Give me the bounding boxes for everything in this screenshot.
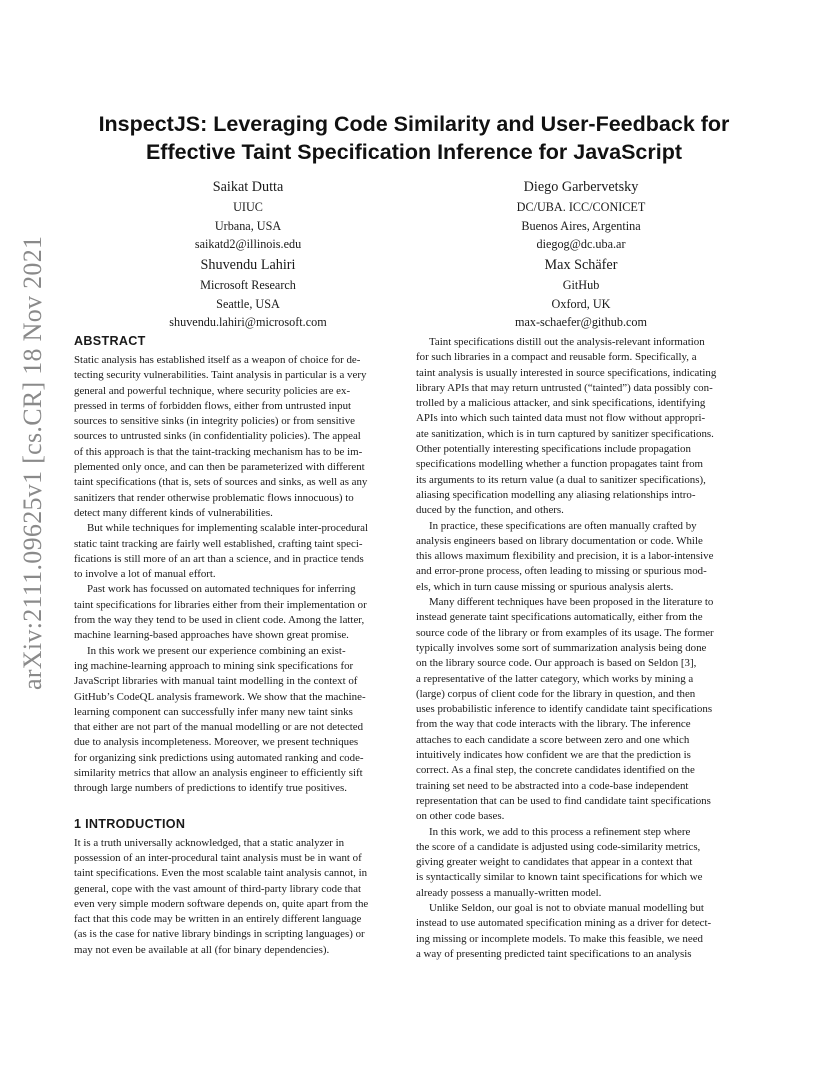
body-paragraph [416, 901, 755, 962]
author-email: shuvendu.lahiri@microsoft.com [169, 315, 327, 329]
text-line: similarity metrics that allow an analysis engineer to efficiently sift [74, 767, 363, 780]
abstract-paragraph [74, 644, 413, 797]
text-line: source code of the library or from examples of its usage. The former [416, 626, 714, 639]
author-email: max-schaefer@github.com [514, 315, 648, 329]
text-line: from the way they tend to be used in client code. Among the latter, [74, 614, 365, 627]
text-line: intuitively indicates how confident we are that the prediction is [416, 749, 691, 762]
text-line: general, cope with the vast amount of third-party library code that [74, 882, 361, 895]
body-paragraph [74, 836, 413, 958]
text-line: specifications modelling whether a function propagates taint from [416, 458, 704, 471]
author-email: saikatd2@illinois.edu [194, 237, 302, 251]
author-affiliation: DC/UBA. ICC/CONICET [516, 200, 646, 214]
text-line: its arguments to its return value (a dual to sanitizer specifications), [416, 473, 706, 486]
text-line: for organizing sink predictions using automated ranking and code- [74, 751, 364, 764]
text-line: to involve a lot of manual effort. [74, 568, 216, 581]
text-line: duced by the function, and others. [416, 504, 564, 517]
text-line: machine learning-based approaches have shown great promise. [74, 629, 349, 642]
text-line: general and powerful technique, where security policies are ex- [74, 384, 351, 397]
text-line: In this work we present our experience combining an exist- [87, 644, 346, 657]
body-paragraph [416, 825, 755, 901]
text-line: even very simple modern software depends on, quite apart from the [74, 897, 369, 910]
author-name: Shuvendu Lahiri [200, 257, 296, 273]
text-line: els, which in turn cause missing or spurious analysis alerts. [416, 580, 674, 593]
arxiv-id: arXiv:2111.09625v1 [cs.CR] 18 Nov 2021 [18, 235, 47, 690]
text-line: may not even be available at all (for binary dependencies). [74, 943, 330, 956]
text-line: through large numbers of predictions to identify true positives. [74, 782, 347, 795]
text-line: (large) corpus of client code for the library in question, and then [416, 687, 696, 700]
left-column [74, 334, 413, 958]
text-line: But while techniques for implementing scalable inter-procedural [87, 522, 369, 535]
text-line: Static analysis has established itself as a weapon of choice for de- [74, 354, 361, 366]
text-line: aliasing specification modelling any aliasing relationships intro- [416, 488, 696, 501]
text-line: Unlike Seldon, our goal is not to obviate manual modelling but [429, 901, 704, 914]
text-line: giving greater weight to candidates that appear in a context that [416, 856, 693, 869]
text-line: sanitizers that render otherwise problematic flows innocuous) to [74, 491, 354, 504]
text-line: (as is the case for native library bindings in scripting languages) or [74, 928, 365, 941]
text-line: Taint specifications distill out the analysis-relevant information [429, 336, 705, 348]
text-line: analysis engineers based on library documentation or code. While [416, 534, 703, 547]
text-line: the score of a candidate is adjusted using code-similarity metrics, [416, 840, 701, 853]
abstract-heading: ABSTRACT [74, 334, 146, 348]
text-line: instead to use automated specification mining as a driver for detect- [416, 917, 712, 930]
text-line: fications is still more of an art than a science, and in practice tends [74, 552, 364, 565]
text-line: already possess a manually-written model. [416, 886, 602, 899]
author-affiliation: Microsoft Research [200, 278, 296, 292]
text-line: a way of presenting predicted taint specifications to an analysis [416, 947, 692, 960]
text-line: uses probabilistic inference to identify candidate taint specifications [416, 703, 713, 716]
text-line: taint specifications for libraries either from their implementation or [74, 598, 367, 611]
text-line: representation that can be used to find candidate taint specifications [416, 794, 711, 807]
text-line: ing missing or incomplete models. To make this feasible, we need [416, 932, 703, 945]
title-line-2: Effective Taint Specification Inference for JavaScript [145, 140, 683, 164]
title-line-1: InspectJS: Leveraging Code Similarity and User-Feedback for [98, 112, 730, 136]
text-line: It is a truth universally acknowledged, that a static analyzer in [74, 836, 345, 849]
author-location: Urbana, USA [214, 218, 282, 233]
text-line: sources to untrusted sinks (in confidentiality policies). The appeal [74, 430, 361, 443]
text-line: static taint tracking are fairly well established, crafting taint speci- [74, 537, 363, 550]
author-name: Max Schäfer [544, 257, 618, 273]
author-block [421, 254, 741, 332]
text-line: of this approach is that the taint-tracking mechanism has to be im- [74, 445, 363, 458]
abstract-paragraph [74, 353, 413, 521]
text-line: In practice, these specifications are often manually crafted by [429, 519, 697, 532]
text-line: GitHub’s CodeQL analysis framework. We show that the machine- [74, 690, 366, 703]
text-line: taint specifications. Even the most scalable taint analysis cannot, in [74, 867, 368, 880]
paper-title [74, 110, 754, 166]
text-line: tecting security vulnerabilities. Taint analysis in particular is a very [74, 369, 367, 382]
body-paragraph [416, 335, 755, 519]
text-line: In this work, we add to this process a refinement step where [429, 825, 691, 838]
text-line: that either are not part of the manual modelling or are not detected [74, 721, 364, 734]
text-line: possession of an inter-procedural taint analysis must be in want of [74, 851, 362, 864]
text-line: library APIs that may return untrusted (“tainted”) data possibly con- [416, 381, 713, 394]
author-email: diegog@dc.uba.ar [536, 237, 626, 251]
author-location: Seattle, USA [216, 296, 280, 311]
text-line: Past work has focussed on automated techniques for inferring [87, 583, 356, 596]
text-line: pressed in terms of forbidden flows, either from untrusted input [74, 399, 352, 412]
author-name: Saikat Dutta [212, 179, 284, 195]
text-line: correct. As a final step, the concrete candidates identified on the [416, 764, 695, 777]
abstract-paragraph [74, 582, 413, 643]
author-affiliation: GitHub [562, 278, 600, 292]
text-line: trolled by a malicious attacker, and sink specifications, identifying [416, 397, 706, 410]
right-column [416, 335, 755, 962]
author-name: Diego Garbervetsky [523, 179, 639, 195]
text-line: a representative of the latter category, which works by mining a [416, 672, 694, 685]
text-line: taint specifications (that is, sets of sources and sinks, as well as any [74, 476, 368, 489]
text-line: attaches to each candidate a score between zero and one which [416, 733, 690, 746]
text-line: plemented only once, and can then be parameterized with different [74, 461, 365, 474]
text-line: learning component can successfully infer many new taint sinks [74, 705, 353, 718]
author-location: Buenos Aires, Argentina [521, 218, 641, 233]
text-line: on other code bases. [416, 810, 505, 823]
body-paragraph [416, 595, 755, 824]
text-line: training set need to be abstracted into a code-base independent [416, 779, 689, 792]
text-line: due to analysis incompleteness. Moreover, we present techniques [74, 736, 359, 749]
text-line: sources to sensitive sinks (in integrity policies) or from sensitive [74, 415, 355, 428]
text-line: ate sanitization, which is in turn captured by sanitizer specifications. [416, 427, 714, 440]
author-block [88, 176, 408, 254]
author-location: Oxford, UK [551, 296, 611, 311]
text-line: detect many different kinds of vulnerabilities. [74, 506, 273, 519]
text-line: Many different techniques have been proposed in the literature to [429, 596, 714, 609]
text-line: JavaScript libraries with manual taint modelling in the context of [74, 675, 358, 688]
text-line: instead generate taint specifications automatically, either from the [416, 611, 703, 624]
text-line: this allows maximum flexibility and precision, it is a labor-intensive [416, 550, 714, 563]
text-line: is syntactically similar to known taint specifications for which we [416, 871, 703, 884]
text-line: APIs into which such tainted data must not flow without appropri- [416, 412, 706, 425]
text-line: ing machine-learning approach to mining sink specifications for [74, 659, 354, 672]
author-block [421, 176, 741, 254]
author-block [88, 254, 408, 332]
text-line: fact that this code may be written in an entirely different language [74, 913, 362, 926]
text-line: typically involves some sort of summarization analysis being done [416, 641, 707, 654]
text-line: from the way that code interacts with the library. The inference [416, 718, 691, 731]
text-line: taint analysis is usually interested in source specifications, indicating [416, 366, 717, 379]
abstract-paragraph [74, 521, 413, 582]
text-line: and error-prone process, often leading to missing or spurious mod- [416, 565, 707, 578]
introduction-heading: 1 INTRODUCTION [74, 816, 186, 831]
text-line: Other potentially interesting specifications include propagation [416, 443, 691, 456]
body-paragraph [416, 519, 755, 595]
author-affiliation: UIUC [233, 200, 263, 214]
text-line: on the library source code. Our approach is based on Seldon [3], [416, 657, 697, 670]
text-line: for such libraries in a compact and reusable form. Specifically, a [416, 351, 697, 364]
